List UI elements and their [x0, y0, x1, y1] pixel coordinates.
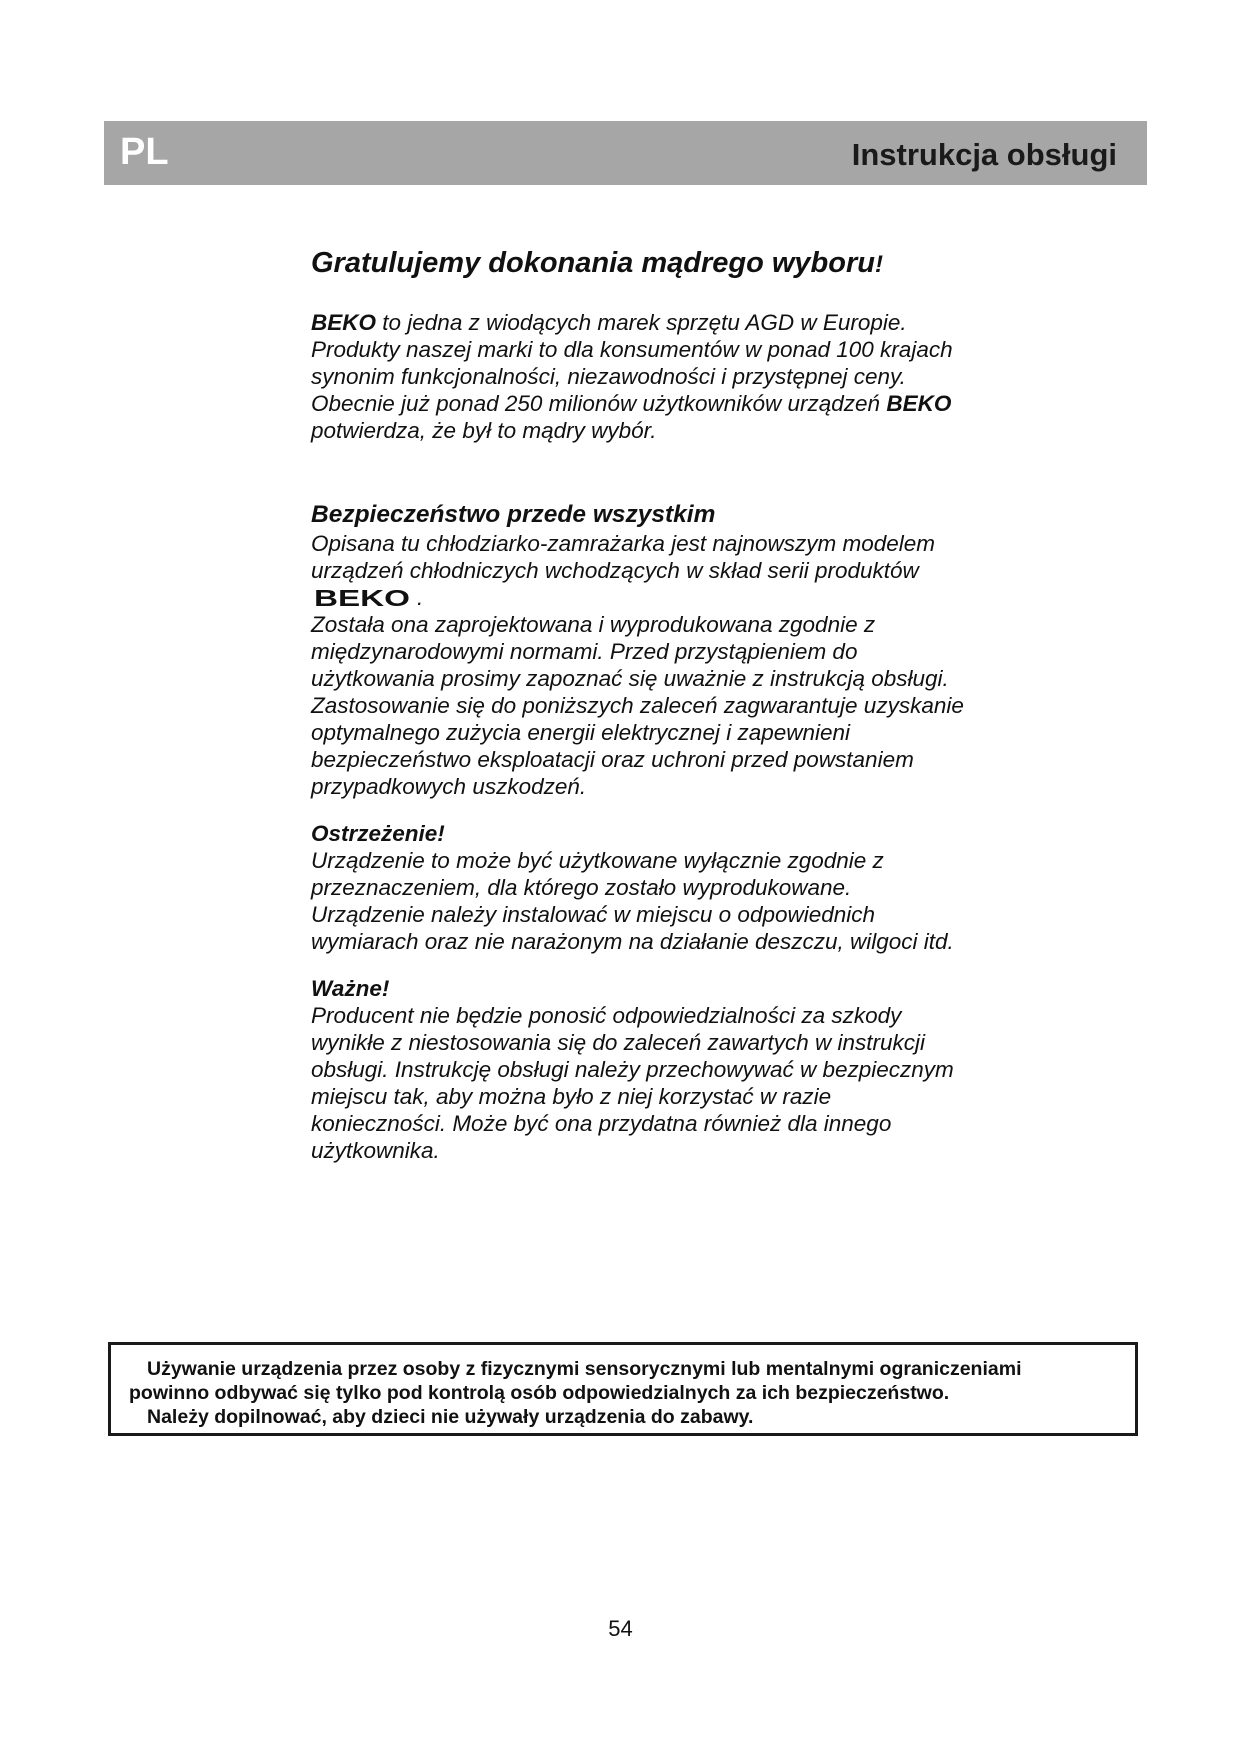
brand-name: BEKO: [886, 391, 952, 416]
safety-paragraph: Opisana tu chłodziarko-zamrażarka jest najnowszym modelem urządzeń chłodniczych wchodzących w skład serii produktów BEKO . Została ona zaprojektowana i wyprodukowana zgodnie z międzynarodowymi normami. Przed przystąpieniem do użytkowania prosimy zapoznać się uważnie z instrukcją obsługi. Zastosowanie się do poniższych zaleceń zagwarantuje uzyskanie optymalnego zużycia energii elektrycznej i zapewnieni bezpieczeństwo eksploatacji oraz uchroni przed powstaniem przypadkowych uszkodzeń.: [311, 531, 964, 799]
svg-text:BEKO: BEKO: [314, 587, 410, 609]
intro-paragraph: BEKO to jedna z wiodących marek sprzętu AGD w Europie. Produkty naszej marki to dla konsumentów w ponad 100 krajach synonim funkcjonalności, niezawodności i przystępnej ceny. Obecnie już ponad 250 milionów użytkowników urządzeń BEKO potwierdza, że był to mądry wybór.: [311, 310, 953, 443]
page-heading: Gratulujemy dokonania mądrego wyboru!: [311, 247, 883, 279]
safety-heading: Bezpieczeństwo przede wszystkim: [311, 501, 716, 528]
notice-line: Używanie urządzenia przez osoby z fizycznymi sensorycznymi lub mentalnymi ograniczeniami: [147, 1358, 1022, 1380]
safety-notice-box: [108, 1342, 1138, 1436]
manual-title: Instrukcja obsługi: [851, 137, 1117, 172]
important-label: Ważne!: [311, 976, 390, 1001]
page-header: [104, 121, 1147, 185]
page-number: 54: [608, 1616, 633, 1641]
brand-name: BEKO: [311, 310, 377, 335]
warning-section: [311, 820, 971, 955]
notice-line: Należy dopilnować, aby dzieci nie używały urządzenia do zabawy.: [147, 1406, 754, 1428]
notice-line: powinno odbywać się tylko pod kontrolą osób odpowiedzialnych za ich bezpieczeństwo.: [129, 1382, 950, 1404]
important-text: Producent nie będzie ponosić odpowiedzialności za szkody wynikłe z niestosowania się do zaleceń zawartych w instrukcji obsługi. Instrukcję obsługi należy przechowywać w bezpiecznym miejscu tak, aby można było z niej korzystać w razie konieczności. Może być ona przydatna również dla innego użytkownika.: [311, 1003, 954, 1163]
warning-text: Urządzenie to może być użytkowane wyłącznie zgodnie z przeznaczeniem, dla którego zostało wyprodukowane. Urządzenie należy instalować w miejscu o odpowiednich wymiarach oraz nie narażonym na działanie deszczu, wilgoci itd.: [311, 848, 954, 954]
language-code: PL: [120, 131, 169, 173]
beko-logo: [313, 587, 415, 609]
main-content: [311, 245, 971, 1164]
warning-label: Ostrzeżenie!: [311, 821, 445, 846]
important-section: [311, 975, 971, 1164]
